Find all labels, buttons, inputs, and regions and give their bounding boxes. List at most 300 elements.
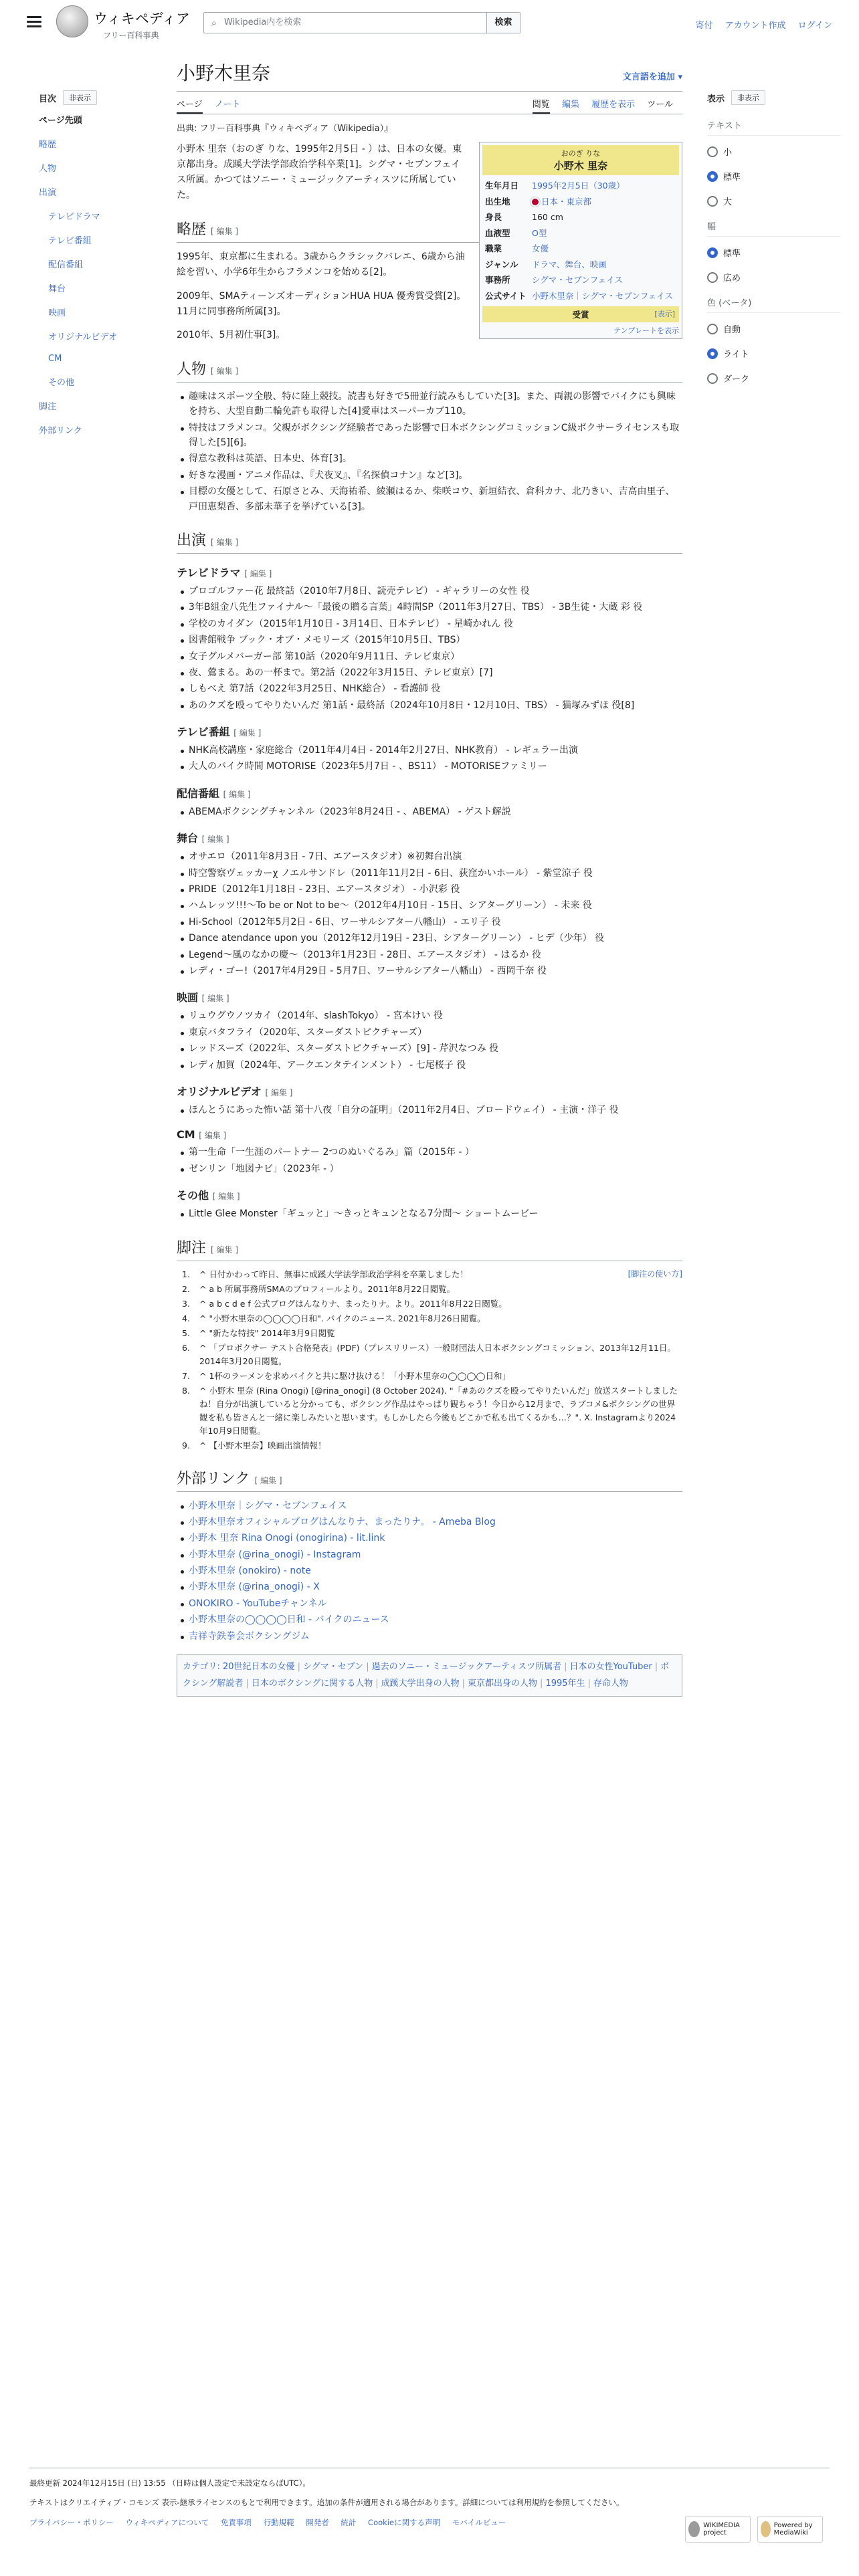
list-item (177, 915, 682, 930)
list-item (177, 743, 682, 758)
item-text: オサエロ（2011年8月3日 - 7日、エアースタジオ）※初舞台出演 (189, 851, 462, 863)
appearance-hide-button[interactable]: 非表示 (731, 90, 765, 105)
radio-label: 標準 (723, 173, 741, 183)
category-link[interactable]: 東京都出身の人物 (468, 1678, 538, 1689)
infobox-key: 血液型 (485, 227, 510, 238)
search-box[interactable] (203, 12, 520, 33)
color-dark[interactable] (707, 372, 841, 385)
references-list (177, 1268, 682, 1453)
search-input[interactable]: Wikipedia内を検索 (224, 17, 302, 27)
japan-flag-icon (532, 199, 539, 205)
infobox-awards (482, 306, 679, 322)
list-item (177, 584, 682, 599)
edit-section-link[interactable]: [ 編集 ] (211, 1245, 239, 1255)
item-text: プロゴルファー花 最終話（2010年7月8日、読売テレビ） - ギャラリーの女性 役 (189, 585, 530, 597)
reference-item (177, 1341, 682, 1368)
infobox-table (482, 178, 679, 304)
category-separator: | (540, 1678, 543, 1689)
radio-label: 標準 (723, 249, 741, 259)
item-text: 学校のカイダン（2015年1月10日 - 3月14日、日本テレビ） - 星崎かれん 役 (189, 618, 513, 629)
item-text: Legend〜風のなかの慶〜（2013年1月23日 - 28日、エアースタジオ） - はるか 役 (189, 949, 541, 960)
edit-section-link[interactable]: [ 編集 ] (244, 568, 272, 578)
list-item (177, 484, 682, 514)
footer-link[interactable]: プライバシー・ポリシー (29, 2517, 114, 2527)
page-source-note: 出典: フリー百科事典『ウィキペディア（Wikipedia）』 (177, 124, 393, 134)
wikimedia-badge[interactable] (685, 2516, 751, 2543)
appearance-title: 表示 (707, 94, 725, 104)
template-link[interactable]: テンプレートを表示 (613, 326, 679, 335)
item-text: 趣味はスポーツ全般、特に陸上競技。読書も好きで5冊並行読みもしていた[3]。また、両親の影響でバイクにも興味を持ち、大型自動二輪免許も取得した[4]愛車はスーパーカブ110。 (189, 391, 676, 417)
infobox-value: 160 cm (532, 212, 563, 222)
list-item[interactable] (177, 1564, 682, 1578)
infobox-key: 生年月日 (485, 181, 519, 191)
subsection-heading (177, 1187, 682, 1202)
item-text: Dance atendance upon you（2012年12月19日 - 23日、シアターグリーン） - ヒデ（少年） 役 (189, 933, 605, 944)
toc-item[interactable]: 外部リンク (39, 426, 82, 436)
appearance-panel (707, 90, 841, 397)
personal-tools (686, 18, 832, 31)
section-heading (177, 1467, 682, 1492)
article (177, 59, 682, 1697)
color-auto[interactable] (707, 322, 841, 335)
subsection-heading (177, 989, 682, 1004)
list-item (177, 1025, 682, 1040)
text-size-small[interactable] (707, 145, 841, 158)
reference-item (177, 1297, 682, 1311)
infobox-key: 職業 (485, 243, 502, 253)
category-separator: | (246, 1678, 249, 1689)
section-heading (177, 529, 682, 554)
category-list (183, 1662, 669, 1689)
list-item (177, 1206, 682, 1221)
radio-icon (707, 373, 718, 384)
subsection-heading (177, 785, 682, 800)
reference-item (177, 1312, 682, 1325)
category-link[interactable]: 20世紀日本の女優 (223, 1662, 295, 1673)
item-text: リュウグウノツカイ（2014年、slashTokyo） - 宮本けい 役 (189, 1010, 443, 1022)
item-text: 時空警察ヴェッカーχ ノエルサンドレ（2011年11月2日 - 6日、荻窪かいホール） - 紫堂涼子 役 (189, 867, 593, 879)
reference-number: 9. (182, 1440, 190, 1451)
category-separator: | (587, 1678, 591, 1689)
item-text: Little Glee Monster「ギュッと」〜きっとキュンとなる7分間〜 ショートムービー (189, 1208, 539, 1220)
external-links-list (177, 1499, 682, 1644)
footer-link[interactable]: モバイルビュー (452, 2517, 506, 2527)
item-text: 3年B組金八先生ファイナル〜「最後の贈る言葉」4時間SP（2011年3月27日、TBS） - 3B生徒・大蔵 彩 役 (189, 602, 643, 613)
mediawiki-logo-icon (761, 2521, 771, 2537)
subsection-heading (177, 1128, 682, 1141)
item-text: あのクズを殴ってやりたいんだ 第1話・最終話（2024年10月8日・12月10日、TBS） - 猫塚みずほ 役[8] (189, 700, 635, 711)
toc-subitem[interactable]: テレビドラマ (48, 212, 100, 222)
list-item[interactable] (177, 1499, 682, 1513)
toc-item[interactable]: 人物 (39, 164, 57, 174)
badge-label: Powered by MediaWiki (773, 2522, 813, 2537)
footer-link[interactable]: ウィキペディアについて (125, 2517, 209, 2527)
list-item (177, 1008, 682, 1023)
item-text: 小野木里奈 (@rina_onogi) - X (189, 1582, 320, 1593)
radio-icon (707, 272, 718, 283)
item-text: 東京バタフライ（2020年、スターダストピクチャーズ） (189, 1027, 427, 1038)
movie-list (177, 1008, 682, 1073)
infobox-ruby: おのぎ りな (561, 149, 601, 158)
item-text: 小野木里奈 (onokiro) - note (189, 1566, 311, 1577)
badge-label: WIKIMEDIA project (703, 2522, 740, 2537)
category-separator: | (654, 1662, 658, 1673)
category-link[interactable]: ボクシング解説者 (183, 1662, 670, 1689)
reference-number: 8. (182, 1385, 190, 1396)
drama-list (177, 584, 682, 713)
category-link[interactable]: シグマ・セブン (302, 1662, 364, 1673)
toc-subitem[interactable]: テレビ番組 (48, 236, 92, 246)
item-text: 小野木里奈オフィシャルブログはんなりナ、まったりナ。 - Ameba Blog (189, 1516, 496, 1527)
footer-link[interactable]: Cookieに関する声明 (368, 2517, 441, 2527)
list-item (177, 421, 682, 451)
width-standard[interactable] (707, 246, 841, 259)
list-item (177, 665, 682, 680)
category-separator: | (462, 1678, 466, 1689)
item-text: しもべえ 第7話（2022年3月25日、NHK総合） - 看護師 役 (189, 683, 441, 695)
create-account-link[interactable]: アカウント作成 (725, 21, 786, 31)
infobox-key: 出生地 (485, 196, 510, 207)
section-heading (177, 358, 682, 383)
infobox-key: 身長 (485, 212, 502, 222)
section-title: 略歴 (177, 221, 207, 239)
list-item[interactable] (177, 1580, 682, 1594)
tab-read[interactable]: 閲覧 (533, 100, 550, 114)
item-text: ^ 小野木 里奈 (Rina Onogi) [@rina_onogi] (8 October 2024). "「#あのクズを殴ってやりたいんだ」放送スタートしましたね！自分が出演していると分かっても、ボクシング作品はやっぱり観ちゃう！今日から12月まで、ラブコメ&ボクシングの世界観を私も皆さんと一緒に楽しみたいと思います。もしかしたら今後もどこかで私も出てくるかも…？". X. Instagramより2024年10月9日閲覧。 (199, 1385, 678, 1436)
site-tagline: フリー百科事典 (103, 31, 159, 40)
infobox-row (482, 194, 679, 210)
item-text: 好きな漫画・アニメ作品は、『犬夜叉』、『名探偵コナン』など[3]。 (189, 469, 468, 481)
category-separator: | (297, 1662, 300, 1673)
list-item (177, 1162, 682, 1176)
infobox-value[interactable]: 1995年2月5日（30歳） (532, 181, 625, 191)
categories-label[interactable]: カテゴリ: (183, 1662, 220, 1673)
ov-list (177, 1103, 682, 1117)
footer-link[interactable]: 統計 (341, 2517, 357, 2527)
reference-item (177, 1439, 682, 1453)
reference-number: 4. (182, 1313, 190, 1323)
infobox-value-text: 日本・東京都 (541, 196, 592, 207)
text-size-large[interactable] (707, 195, 841, 207)
section-title: 外部リンク (177, 1470, 250, 1487)
section-title: 出演 (177, 532, 207, 549)
list-item[interactable] (177, 1629, 682, 1644)
stage-list (177, 849, 682, 978)
footer-link[interactable]: 免責事項 (220, 2517, 252, 2527)
mediawiki-badge[interactable] (757, 2516, 823, 2543)
infobox-name: 小野木 里奈 (553, 160, 608, 172)
category-link[interactable]: 成蹊大学出身の人物 (381, 1678, 460, 1689)
reference-item (177, 1327, 682, 1340)
tab-page[interactable]: ページ (177, 100, 203, 114)
add-language-label: 言語を追加 (631, 72, 675, 82)
reference-number: 7. (182, 1370, 190, 1381)
subsection-title: テレビドラマ (177, 566, 241, 579)
list-item (177, 1103, 682, 1117)
footer-link[interactable]: 開発者 (306, 2517, 329, 2527)
lead-paragraph: 小野木 里奈（おのぎ りな、1995年2月5日 - ）は、日本の女優。東京都出身。成蹊大学法学部政治学科卒業[1]。シグマ・セブンフェイス所属。かつてはソニー・ミュージックアーティスツに所属していた。 (177, 144, 462, 201)
item-text: 特技はフラメンコ。父親がボクシング経験者であった影響で日本ボクシングコミッションC級ボクサーライセンスも取得した[5][6]。 (189, 422, 680, 449)
list-item (177, 681, 682, 696)
add-language-button[interactable]: 文言語を追加 ▾ (622, 72, 682, 82)
item-text: レッドスーズ（2022年、スターダストピクチャーズ）[9] - 芹沢なつみ 役 (189, 1043, 499, 1055)
edit-section-link[interactable]: [ 編集 ] (211, 537, 239, 547)
paragraph: 2009年、SMAティーンズオーディションHUA HUA 優秀賞受賞[2]。11月に同事務所所属[3]。 (177, 290, 466, 317)
infobox-key: 公式サイト (485, 290, 527, 301)
toc-item[interactable]: 略歴 (39, 140, 57, 150)
list-item (177, 600, 682, 615)
search-button[interactable]: 検索 (486, 13, 520, 33)
list-item[interactable] (177, 1515, 682, 1529)
item-text: 小野木 里奈 Rina Onogi (onogirina) - lit.link (189, 1533, 385, 1544)
list-item (177, 451, 682, 466)
toc-subitem[interactable]: 舞台 (48, 284, 66, 294)
tab-talk[interactable]: ノート (214, 100, 241, 110)
radio-icon (707, 146, 718, 157)
awards-label: 受賞 (572, 310, 589, 320)
subsection-title: テレビ番組 (177, 726, 230, 739)
list-item (177, 633, 682, 647)
toc-subitem[interactable]: オリジナルビデオ (48, 332, 118, 342)
item-text: 大人のバイク時間 MOTORISE（2023年5月7日 - 、BS11） - MOTORISEファミリー (189, 761, 547, 772)
tab-tools[interactable]: ツール (647, 100, 673, 110)
wikimedia-logo-icon (688, 2521, 700, 2537)
infobox-value[interactable]: 小野木里奈｜シグマ・セブンフェイス (532, 290, 674, 301)
infobox-row (482, 209, 679, 225)
list-item (177, 931, 682, 946)
radio-label: 自動 (723, 325, 741, 335)
reference-number: 6. (182, 1342, 190, 1353)
item-text: 夜、鶯まる。あの一杯まで。第2話（2022年3月15日、テレビ東京）[7] (189, 667, 493, 678)
reference-number: 3. (182, 1298, 190, 1309)
category-link[interactable]: 日本のボクシングに関する人物 (251, 1678, 373, 1689)
edit-section-link[interactable]: [ 編集 ] (233, 728, 262, 738)
paragraph: 2010年、5月初仕事[3]。 (177, 329, 286, 340)
header (0, 0, 859, 47)
infobox (479, 142, 682, 339)
radio-icon (707, 324, 718, 334)
section-title: 脚注 (177, 1239, 207, 1257)
infobox-row (482, 272, 679, 288)
category-link[interactable]: 過去のソニー・ミュージックアーティスツ所属者 (371, 1662, 562, 1673)
list-item (177, 1041, 682, 1056)
toc-item[interactable]: 脚注 (39, 402, 57, 412)
subsection-heading (177, 564, 682, 580)
list-item (177, 1058, 682, 1073)
radio-checked-icon (707, 348, 718, 359)
subsection-title: 舞台 (177, 832, 199, 845)
edit-section-link[interactable]: [ 編集 ] (201, 994, 229, 1004)
infobox-row (482, 257, 679, 273)
item-text: 吉祥寺鉄拳会ボクシングジム (189, 1630, 310, 1642)
item-text: ほんとうにあった怖い話 第十八夜「自分の証明」（2011年2月4日、ブロードウェイ） - 主演・洋子 役 (189, 1104, 619, 1115)
tv-list (177, 743, 682, 774)
category-separator: | (366, 1662, 369, 1673)
category-link[interactable]: 存命人物 (593, 1678, 628, 1689)
subsection-title: その他 (177, 1189, 209, 1202)
list-item (177, 882, 682, 897)
toc-hide-button[interactable]: 非表示 (63, 90, 97, 105)
color-light[interactable] (707, 347, 841, 360)
category-link[interactable]: 1995年生 (545, 1678, 585, 1689)
item-text: 小野木里奈の◯◯◯◯日和 - バイクのニュース (189, 1614, 389, 1626)
search-icon: ⌕ (211, 17, 217, 29)
item-text: 第一生命「一生涯のパートナー 2つのぬいぐるみ」篇（2015年 - ） (189, 1147, 474, 1158)
infobox-row (482, 288, 679, 304)
edit-section-link[interactable]: [ 編集 ] (223, 789, 251, 799)
awards-show-button[interactable]: [表示] (654, 310, 675, 318)
reference-item (177, 1283, 682, 1296)
main-menu-icon[interactable] (27, 16, 41, 28)
list-item (177, 617, 682, 631)
item-text: レディ加賀（2024年、アークエンタテインメント） - 七尾桜子 役 (189, 1059, 466, 1071)
item-text: 小野木里奈｜シグマ・セブンフェイス (189, 1500, 347, 1511)
item-text: ^ a b 所属事務所SMAのプロフィールより。2011年8月22日閲覧。 (199, 1283, 456, 1294)
radio-label: 小 (723, 148, 733, 158)
list-item (177, 948, 682, 962)
list-item (177, 1145, 682, 1160)
donate-link[interactable]: 寄付 (695, 21, 713, 31)
last-modified: 最終更新 2024年12月15日 (日) 13:55 （日時は個人設定で未設定ならばUTC）。 (29, 2478, 310, 2488)
subsection-heading (177, 724, 682, 739)
item-text: 小野木里奈 (@rina_onogi) - Instagram (189, 1549, 361, 1560)
login-link[interactable]: ログイン (797, 21, 832, 31)
toc-item[interactable]: ページ先頭 (39, 116, 82, 126)
section-title: 人物 (177, 360, 207, 378)
edit-section-link[interactable]: [ 編集 ] (265, 1087, 293, 1097)
person-list (177, 389, 682, 514)
cm-list (177, 1145, 682, 1176)
radio-checked-icon (707, 171, 718, 182)
tab-edit[interactable]: 編集 (561, 100, 579, 110)
list-item (177, 649, 682, 664)
web-list (177, 804, 682, 819)
subsection-title: 映画 (177, 991, 199, 1004)
wikipedia-logo-icon[interactable] (56, 5, 88, 37)
list-item (177, 759, 682, 774)
item-text: ONOKIRO - YouTubeチャンネル (189, 1598, 327, 1609)
edit-section-link[interactable]: [ 編集 ] (211, 366, 239, 376)
radio-icon (707, 196, 718, 207)
footnote-howto-link[interactable]: [脚注の使い方] (628, 1269, 682, 1279)
list-item (177, 964, 682, 978)
radio-label: 広め (723, 274, 741, 284)
text-size-label: テキスト (707, 118, 841, 136)
radio-label: 大 (723, 197, 733, 207)
list-item[interactable] (177, 1547, 682, 1562)
list-item[interactable] (177, 1612, 682, 1627)
subsection-heading (177, 1083, 682, 1099)
subsection-heading (177, 830, 682, 845)
site-name: ウィキペディア (94, 11, 191, 27)
reference-number: 1. (182, 1269, 190, 1279)
item-text: NHK高校講座・家庭総合（2011年4月4日 - 2014年2月27日、NHK教育） - レギュラー出演 (189, 745, 579, 756)
list-item (177, 389, 682, 419)
toc-title: 目次 (39, 94, 57, 104)
category-box (177, 1654, 682, 1697)
infobox-key: 事務所 (485, 275, 510, 285)
toc-subitem[interactable]: その他 (48, 378, 75, 388)
edit-section-link[interactable]: [ 編集 ] (199, 1131, 227, 1141)
list-item[interactable] (177, 1596, 682, 1611)
item-text: ABEMAボクシングチャンネル（2023年8月24日 - 、ABEMA） - ゲスト解説 (189, 806, 511, 817)
item-text: ハムレッツ!!!〜To be or Not to be〜（2012年4月10日 - 15日、シアターグリーン） - 未来 役 (189, 900, 592, 911)
item-text: ^ 「プロボクサー テスト合格発表」(PDF)（プレスリリース）一般財団法人日本ボクシングコミッション、2013年12月11日。2014年3月20日閲覧。 (199, 1342, 676, 1366)
item-text: ^ 【小野木里奈】映画出演情報！ (199, 1440, 326, 1451)
item-text: 図書館戦争 ブック・オブ・メモリーズ（2015年10月5日、TBS） (189, 635, 466, 646)
radio-checked-icon (707, 247, 718, 258)
category-separator: | (564, 1662, 567, 1673)
reference-item (177, 1370, 682, 1383)
item-text: ^ "新たな特技" 2014年3月9日閲覧 (199, 1327, 335, 1338)
footer-link[interactable]: 行動規範 (263, 2517, 294, 2527)
etc-list (177, 1206, 682, 1221)
edit-section-link[interactable]: [ 編集 ] (201, 835, 229, 845)
toc-subitem[interactable]: 配信番組 (48, 260, 84, 270)
item-text: 得意な教科は英語、日本史、体育[3]。 (189, 453, 352, 465)
table-of-contents (39, 90, 159, 447)
reference-item (177, 1384, 682, 1438)
item-text: ^ "小野木里奈の◯◯◯◯日和". バイクのニュース. 2021年8月26日閲覧。 (199, 1313, 486, 1323)
list-item (177, 866, 682, 881)
infobox-value[interactable]: 女優 (532, 243, 549, 253)
list-item (177, 468, 682, 483)
site-wordmark[interactable] (94, 8, 190, 41)
list-item (177, 898, 682, 913)
toc-subitem[interactable]: CM (48, 354, 62, 364)
infobox-value[interactable]: シグマ・セブンフェイス (532, 275, 624, 285)
width-wide[interactable] (707, 271, 841, 284)
radio-label: ライト (723, 350, 749, 360)
list-item[interactable] (177, 1531, 682, 1545)
page-tabs (177, 97, 682, 114)
width-label: 幅 (707, 219, 841, 237)
subsection-title: 配信番組 (177, 786, 220, 800)
infobox-value[interactable]: O型 (532, 227, 547, 238)
item-text: 女子グルメバーガー部 第10話（2020年9月11日、テレビ東京） (189, 651, 460, 662)
item-text: 目標の女優として、石原さとみ、天海祐希、綾瀬はるか、柴咲コウ、新垣結衣、倉科カナ、北乃きい、吉高由里子、戸田恵梨香、多部未華子を挙げている[3]。 (189, 486, 675, 512)
toc-item[interactable]: 出演 (39, 188, 57, 198)
item-text: ゼンリン「地図ナビ」（2023年 - ） (189, 1163, 339, 1174)
infobox-row (482, 225, 679, 241)
list-item (177, 698, 682, 713)
infobox-value[interactable]: ドラマ、舞台、映画 (532, 259, 607, 270)
item-text: ^ a b c d e f 公式ブログはんなりナ、まったりナ。より。2011年8月22日閲覧。 (199, 1298, 507, 1309)
infobox-value[interactable] (529, 194, 679, 210)
item-text: レディ・ゴー!（2017年4月29日 - 5月7日、ワーサルシアター八幡山） - 西岡千奈 役 (189, 966, 547, 976)
infobox-row (482, 178, 679, 194)
tab-history[interactable]: 履歴を表示 (591, 100, 636, 110)
edit-section-link[interactable]: [ 編集 ] (211, 227, 239, 237)
subsection-title: CM (177, 1128, 195, 1142)
list-item (177, 849, 682, 864)
toc-subitem[interactable]: 映画 (48, 308, 66, 318)
infobox-key: ジャンル (485, 259, 518, 270)
item-text: Hi-School（2012年5月2日 - 6日、ワーサルシアター八幡山） - エリ子 役 (189, 916, 501, 928)
notes-block (177, 1268, 682, 1453)
item-text: ^ 1杯のラーメンを求めバイクと共に駆け抜ける！「小野木里奈の◯◯◯◯日和」 (199, 1370, 510, 1381)
item-text: ^ 日付かわって昨日、無事に成蹊大学法学部政治学科を卒業しました！ (199, 1269, 468, 1279)
text-size-standard[interactable] (707, 170, 841, 183)
edit-section-link[interactable]: [ 編集 ] (212, 1192, 240, 1202)
page-title-bar (177, 59, 682, 92)
paragraph: 1995年、東京都に生まれる。3歳からクラシックバレエ、6歳から油絵を習い、小学6年生からフラメンコを始める[2]。 (177, 251, 465, 278)
edit-section-link[interactable]: [ 編集 ] (254, 1475, 282, 1485)
license-text: テキストはクリエイティブ・コモンズ 表示-継承ライセンスのもとで利用できます。追加の条件が適用される場合があります。詳細については利用規約を参照してください。 (29, 2498, 624, 2508)
subsection-title: オリジナルビデオ (177, 1085, 262, 1098)
reference-number: 2. (182, 1283, 190, 1294)
category-link[interactable]: 日本の女性YouTuber (569, 1662, 652, 1673)
